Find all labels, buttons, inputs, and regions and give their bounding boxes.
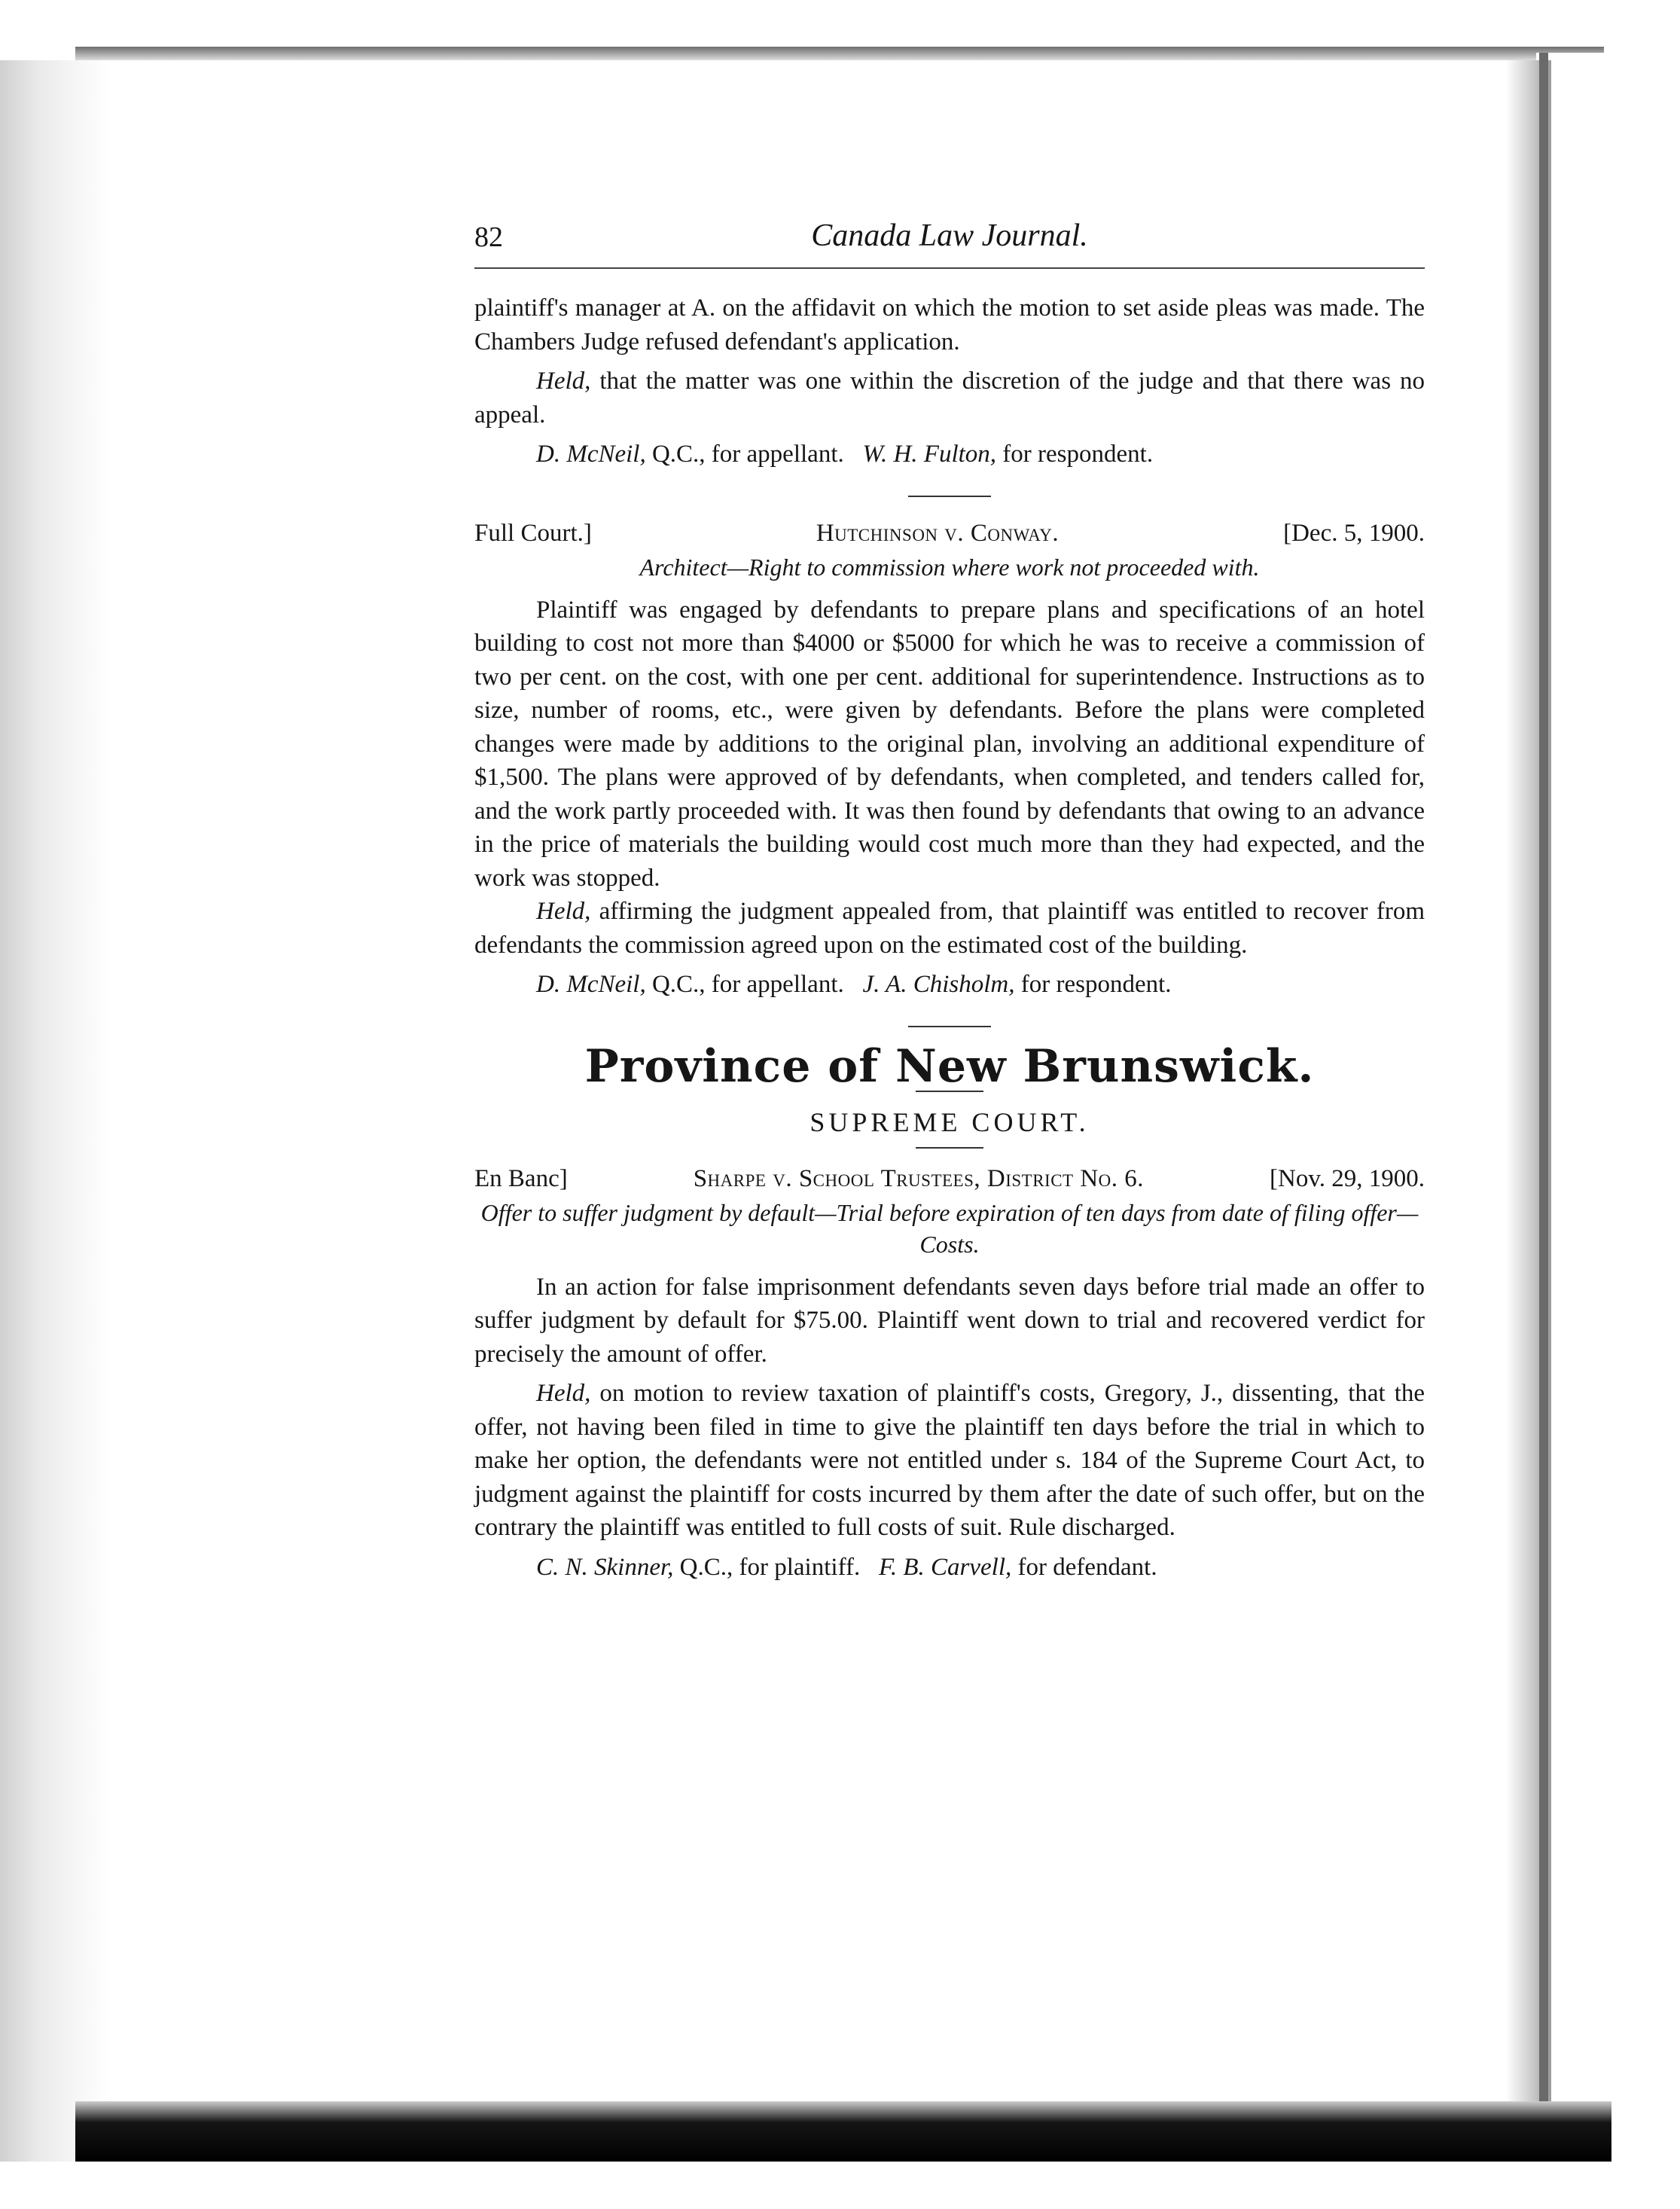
held-text: on motion to review taxation of plaintiff's costs, Gregory, J., dissenting, that the offer, not having been filed in time to give the plaintiff ten days before the trial in which to make her option, the defendants were not entitled under s. 184 of the Supreme Court Act, to judgment against the plaintiff for costs incurred by them after the date of such offer, but on the contrary the plaintiff was entitled to full costs of suit. Rule discharged.: [474, 1380, 1425, 1541]
counsel-name: D. McNeil,: [536, 441, 646, 468]
case-parties: Sharpe v. School Trustees, District No. 6.: [693, 1164, 1145, 1192]
case3-catchwords: Offer to suffer judgment by default—Trial before expiration of ten days from date of filing offer—Costs.: [480, 1198, 1419, 1258]
counsel-role: Q.C., for appellant.: [651, 971, 844, 998]
counsel-name: D. McNeil,: [536, 971, 646, 998]
journal-page: [474, 207, 1425, 1584]
court-title: SUPREME COURT.: [810, 1107, 1090, 1137]
section-rule: [908, 496, 991, 497]
held-label: Held,: [536, 1380, 591, 1407]
scan-border-right: [1539, 53, 1548, 2154]
case3-held: [474, 1377, 1425, 1545]
case1-paragraph: plaintiff's manager at A. on the affidavit on which the motion to set aside pleas was made. The Chambers Judge refused defendant's application.: [474, 294, 1425, 355]
case3-heading: [474, 1162, 1425, 1195]
case3-paragraph: In an action for false imprisonment defendants seven days before trial made an offer to suffer judgment by default for $75.00. Plaintiff went down to trial and recovered verdict for precisely the amount of offer.: [474, 1273, 1425, 1368]
court-rule: [916, 1147, 983, 1149]
case2-counsel: [474, 968, 1425, 1002]
case1-counsel: [474, 438, 1425, 471]
counsel-role: for respondent.: [1020, 971, 1172, 998]
scan-border-top: [75, 47, 1604, 60]
header-rule: [474, 267, 1425, 269]
scan-shadow-left: [0, 45, 113, 2177]
case2-heading: [474, 517, 1425, 550]
held-label: Held,: [536, 898, 591, 925]
case-date: [Dec. 5, 1900.: [1283, 519, 1425, 547]
held-label: Held,: [536, 368, 591, 395]
scan-margin-bottom: [0, 2162, 1680, 2209]
counsel-role: for respondent.: [1002, 441, 1154, 468]
counsel-role: for defendant.: [1017, 1553, 1157, 1581]
case1-held: [474, 365, 1425, 432]
scan-margin-right: [1536, 53, 1680, 2209]
held-text: that the matter was one within the discretion of the judge and that there was no appeal.: [474, 368, 1425, 429]
counsel-role: Q.C., for plaintiff.: [679, 1553, 861, 1581]
counsel-name: F. B. Carvell,: [878, 1553, 1012, 1581]
page-body: [474, 291, 1425, 1584]
counsel-role: Q.C., for appellant.: [651, 441, 844, 468]
scan-border-bottom: [75, 2101, 1611, 2162]
page-number: 82: [474, 221, 503, 253]
counsel-name: J. A. Chisholm,: [862, 971, 1015, 998]
case2-held: [474, 895, 1425, 962]
section-rule: [908, 1026, 991, 1027]
case-date: [Nov. 29, 1900.: [1270, 1164, 1425, 1192]
case3-counsel: [474, 1551, 1425, 1585]
case-parties: Hutchinson v. Conway.: [816, 519, 1060, 547]
case-court: En Banc]: [474, 1164, 568, 1192]
province-title: Province of New Brunswick.: [584, 1039, 1315, 1093]
case-court: Full Court.]: [474, 519, 592, 547]
case2-catchwords: Architect—Right to commission where work not proceeded with.: [639, 553, 1260, 581]
held-text: affirming the judgment appealed from, that plaintiff was entitled to recover from defendants the commission agreed upon on the estimated cost of the building.: [474, 898, 1425, 959]
case2-paragraph: Plaintiff was engaged by defendants to prepare plans and specifications of an hotel building to cost not more than $4000 or $5000 for which he was to receive a commission of two per cent. on the cost, with one per cent. additional for superintendence. Instructions as to size, number of rooms, etc., were given by defendants. Before the plans were completed changes were made by additions to the original plan, involving an additional expenditure of $1,500. The plans were approved of by defendants, when completed, and tenders called for, and the work partly proceeded with. It was then found by defendants that owing to an advance in the price of materials the building would cost much more than they had expected, and the work was stopped.: [474, 596, 1425, 892]
page-header: [474, 207, 1425, 260]
journal-title: Canada Law Journal.: [811, 218, 1088, 253]
counsel-name: W. H. Fulton,: [862, 441, 997, 468]
counsel-name: C. N. Skinner,: [536, 1553, 674, 1581]
